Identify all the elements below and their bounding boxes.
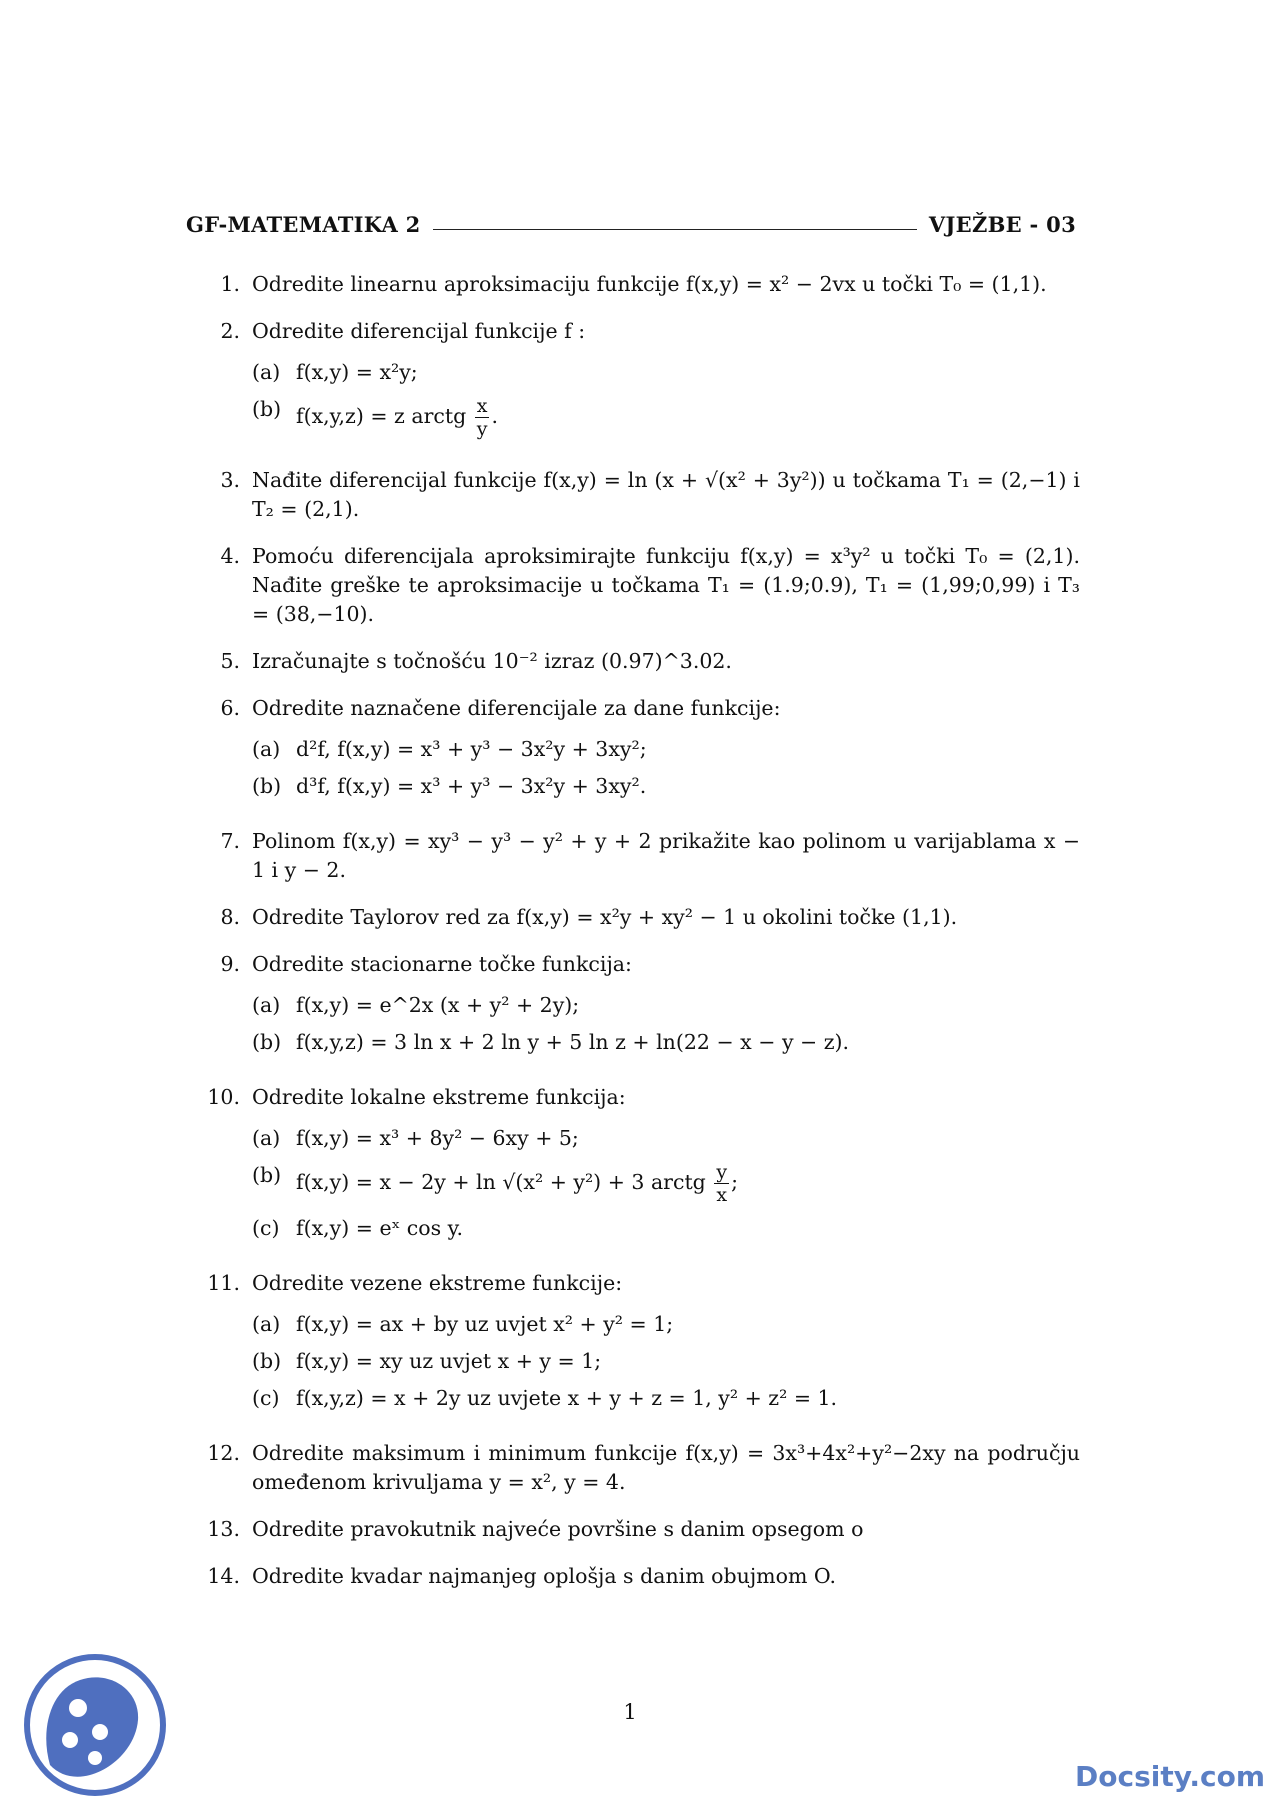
subproblem <box>252 991 1080 1020</box>
problem-number: 1. <box>220 272 240 296</box>
docsity-brand-link[interactable]: Docsity.com <box>1075 1760 1266 1793</box>
problem-3 <box>200 466 1080 524</box>
subproblem-tail: ; <box>731 1170 738 1194</box>
problem-text: Pomoću diferencijala aproksimirajte funkciju f(x,y) = x³y² u točki T₀ = (2,1). Nađite greške te aproksimacije u točkama T₁ = (1.9;0.9), T₁ = (1,99;0,99) i T₃ = (38,−10). <box>252 544 1080 626</box>
fraction <box>714 1161 729 1206</box>
subproblem-text: f(x,y) = ax + by uz uvjet x² + y² = 1; <box>296 1312 674 1336</box>
problem-2 <box>200 317 1080 448</box>
subproblem <box>252 395 1080 440</box>
subproblem-text: f(x,y) = x − 2y + ln √(x² + y²) + 3 arctg <box>296 1170 706 1194</box>
subproblem-text: f(x,y) = x³ + 8y² − 6xy + 5; <box>296 1126 579 1150</box>
problem-9 <box>200 950 1080 1065</box>
problem-number: 4. <box>220 544 240 568</box>
docsity-logo-icon[interactable] <box>20 1650 170 1800</box>
problem-text: Odredite Taylorov red za f(x,y) = x²y + xy² − 1 u okolini točke (1,1). <box>252 905 958 929</box>
subproblem-text: d³f, f(x,y) = x³ + y³ − 3x²y + 3xy². <box>296 774 647 798</box>
subproblem-text: f(x,y) = x²y; <box>296 360 418 384</box>
subproblem-label: (a) <box>252 1126 281 1150</box>
subproblem <box>252 772 1080 801</box>
subproblem-label: (b) <box>252 397 282 421</box>
subproblem-label: (c) <box>252 1386 280 1410</box>
subproblem-label: (a) <box>252 993 281 1017</box>
subproblem-label: (b) <box>252 1349 282 1373</box>
problem-text: Izračunajte s točnošću 10⁻² izraz (0.97)^3.02. <box>252 649 732 673</box>
subproblem-list <box>252 1310 1080 1413</box>
subproblem-label: (a) <box>252 1312 281 1336</box>
problem-text: Odredite maksimum i minimum funkcije f(x,y) = 3x³+4x²+y²−2xy na području omeđenom krivuljama y = x², y = 4. <box>252 1441 1080 1494</box>
problem-number: 11. <box>207 1271 240 1295</box>
subproblem-text: f(x,y) = eˣ cos y. <box>296 1216 464 1240</box>
problem-4 <box>200 542 1080 629</box>
subproblem <box>252 1124 1080 1153</box>
subproblem <box>252 358 1080 387</box>
subproblem-label: (b) <box>252 774 282 798</box>
problem-number: 13. <box>207 1517 240 1541</box>
problem-text: Odredite linearnu aproksimaciju funkcije f(x,y) = x² − 2vx u točki T₀ = (1,1). <box>252 272 1047 296</box>
problem-10 <box>200 1083 1080 1251</box>
subproblem-label: (b) <box>252 1163 282 1187</box>
fraction-numerator: x <box>476 395 488 417</box>
problem-number: 10. <box>207 1085 240 1109</box>
problem-number: 9. <box>220 952 240 976</box>
problem-11 <box>200 1269 1080 1421</box>
subproblem <box>252 1161 1080 1206</box>
fraction-denominator: x <box>716 1184 728 1206</box>
subproblem-label: (b) <box>252 1030 282 1054</box>
problem-8 <box>200 903 1080 932</box>
subproblem-list <box>252 735 1080 801</box>
problem-number: 6. <box>220 696 240 720</box>
problem-text: Odredite stacionarne točke funkcija: <box>252 952 632 976</box>
problem-text: Polinom f(x,y) = xy³ − y³ − y² + y + 2 prikažite kao polinom u varijablama x − 1 i y − 2. <box>252 829 1080 882</box>
subproblem <box>252 1347 1080 1376</box>
problem-text: Odredite naznačene diferencijale za dane funkcije: <box>252 696 781 720</box>
problem-7 <box>200 827 1080 885</box>
problem-number: 2. <box>220 319 240 343</box>
problem-number: 8. <box>220 905 240 929</box>
subproblem <box>252 735 1080 764</box>
header-course-title: GF-MATEMATIKA 2 <box>186 212 421 237</box>
subproblem-text: f(x,y,z) = x + 2y uz uvjete x + y + z = 1, y² + z² = 1. <box>296 1386 838 1410</box>
problem-text: Odredite diferencijal funkcije f : <box>252 319 586 343</box>
subproblem-label: (c) <box>252 1216 280 1240</box>
fraction-denominator: y <box>476 418 488 440</box>
problem-text: Odredite kvadar najmanjeg oplošja s danim obujmom O. <box>252 1564 837 1588</box>
subproblem-label: (a) <box>252 360 281 384</box>
page-number: 1 <box>623 1700 637 1724</box>
problem-number: 12. <box>207 1441 240 1465</box>
subproblem-label: (a) <box>252 737 281 761</box>
problem-number: 14. <box>207 1564 240 1588</box>
subproblem-text: f(x,y) = xy uz uvjet x + y = 1; <box>296 1349 602 1373</box>
problem-12 <box>200 1439 1080 1497</box>
problem-5 <box>200 647 1080 676</box>
problem-number: 7. <box>220 829 240 853</box>
subproblem-text: d²f, f(x,y) = x³ + y³ − 3x²y + 3xy²; <box>296 737 647 761</box>
subproblem <box>252 1028 1080 1057</box>
subproblem-tail: . <box>491 404 499 428</box>
fraction <box>475 395 490 440</box>
problem-text: Odredite pravokutnik najveće površine s danim opsegom o <box>252 1517 864 1541</box>
problem-13 <box>200 1515 1080 1544</box>
problem-1 <box>200 270 1080 299</box>
subproblem-text: f(x,y) = e^2x (x + y² + 2y); <box>296 993 580 1017</box>
subproblem <box>252 1384 1080 1413</box>
problem-text: Odredite vezene ekstreme funkcije: <box>252 1271 623 1295</box>
problem-list <box>200 270 1080 1609</box>
subproblem <box>252 1214 1080 1243</box>
problem-number: 5. <box>220 649 240 673</box>
subproblem <box>252 1310 1080 1339</box>
problem-number: 3. <box>220 468 240 492</box>
problem-6 <box>200 694 1080 809</box>
header-exercise-title: VJEŽBE - 03 <box>928 212 1076 237</box>
problem-text: Odredite lokalne ekstreme funkcija: <box>252 1085 626 1109</box>
problem-14 <box>200 1562 1080 1591</box>
fraction-numerator: y <box>716 1161 728 1183</box>
subproblem-text: f(x,y,z) = 3 ln x + 2 ln y + 5 ln z + ln(22 − x − y − z). <box>296 1030 850 1054</box>
subproblem-list <box>252 991 1080 1057</box>
subproblem-list <box>252 1124 1080 1243</box>
problem-text: Nađite diferencijal funkcije f(x,y) = ln (x + √(x² + 3y²)) u točkama T₁ = (2,−1) i T₂ = (2,1). <box>252 468 1080 521</box>
header-rule <box>433 229 917 230</box>
subproblem-list <box>252 358 1080 440</box>
page-header <box>186 212 1076 237</box>
subproblem-text: f(x,y,z) = z arctg <box>296 404 467 428</box>
